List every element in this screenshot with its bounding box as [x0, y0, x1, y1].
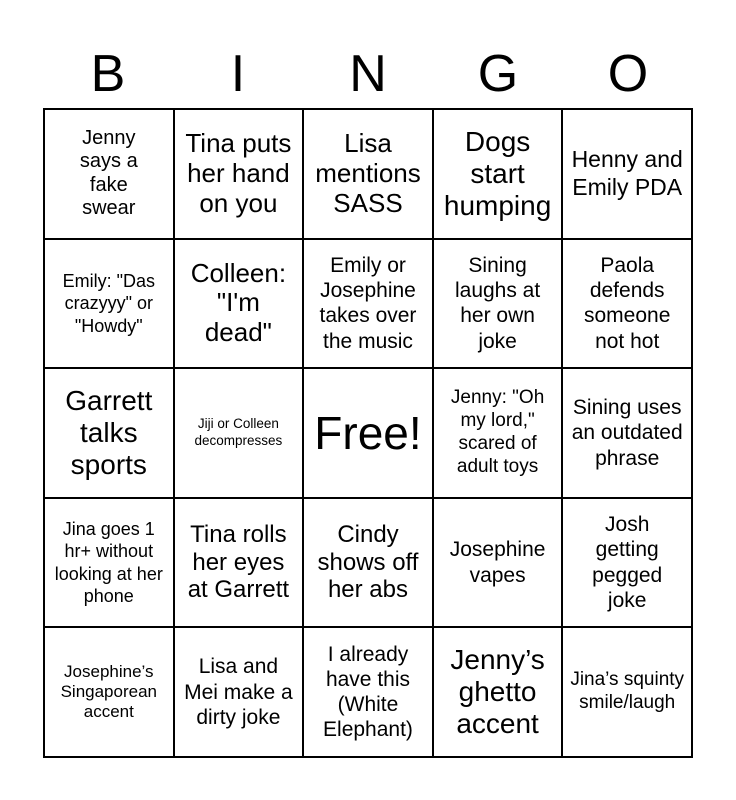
bingo-cell[interactable]	[433, 498, 563, 628]
bingo-cell[interactable]	[562, 498, 692, 628]
bingo-cell[interactable]	[433, 627, 563, 757]
cell-text: Sining uses an outdated phrase	[571, 396, 683, 470]
bingo-cell[interactable]	[303, 239, 433, 369]
bingo-cell[interactable]	[562, 109, 692, 239]
bingo-cell[interactable]	[562, 239, 692, 369]
header-letter-g: G	[477, 45, 519, 103]
bingo-cell[interactable]	[303, 109, 433, 239]
bingo-cell[interactable]	[44, 627, 174, 757]
bingo-cell[interactable]	[433, 368, 563, 498]
header-letter-n: N	[349, 45, 387, 103]
cell-text: Emily or Josephine takes over the music	[319, 254, 417, 353]
bingo-cell[interactable]	[44, 239, 174, 369]
cell-text: Jenny says a fake swear	[79, 126, 138, 220]
free-space[interactable]	[303, 368, 433, 498]
header-letter-o: O	[607, 45, 649, 103]
cell-text: Emily: "Das crazyyy" or "Howdy"	[62, 270, 155, 336]
cell-text: Garrett talks sports	[65, 384, 153, 481]
cell-text: Lisa mentions SASS	[315, 127, 421, 218]
bingo-cell[interactable]	[562, 368, 692, 498]
bingo-cell[interactable]	[433, 109, 563, 239]
bingo-cell[interactable]	[303, 627, 433, 757]
cell-text: Josephine vapes	[449, 538, 546, 587]
cell-text: Cindy shows off her abs	[317, 521, 419, 604]
cell-text: Josephine’s Singaporean accent	[60, 662, 157, 722]
bingo-cell[interactable]	[174, 109, 304, 239]
bingo-cell[interactable]	[44, 498, 174, 628]
cell-text: I already have this (White Elephant)	[323, 642, 413, 742]
cell-text: Paola defends someone not hot	[584, 254, 671, 353]
cell-text: Lisa and Mei make a dirty joke	[184, 655, 293, 729]
bingo-cell[interactable]	[174, 627, 304, 757]
bingo-card	[43, 108, 693, 758]
bingo-cell[interactable]	[44, 368, 174, 498]
header-letter-i: I	[230, 45, 246, 103]
cell-text: Tina puts her hand on you	[185, 127, 292, 218]
cell-text: Henny and Emily PDA	[571, 146, 683, 200]
bingo-cell[interactable]	[44, 109, 174, 239]
bingo-cell[interactable]	[562, 627, 692, 757]
bingo-header	[43, 40, 693, 108]
cell-text: Jina goes 1 hr+ without looking at her phone	[54, 518, 163, 607]
header-letter-b: B	[90, 45, 126, 103]
cell-text: Jiji or Colleen decompresses	[194, 416, 283, 448]
cell-text: Dogs start humping	[443, 125, 552, 221]
bingo-cell[interactable]	[174, 368, 304, 498]
bingo-cell[interactable]	[174, 498, 304, 628]
cell-text: Tina rolls her eyes at Garrett	[187, 521, 290, 604]
bingo-cell[interactable]	[174, 239, 304, 369]
cell-text: Jenny’s ghetto accent	[450, 643, 545, 740]
cell-text: Free!	[314, 406, 422, 459]
bingo-cell[interactable]	[303, 498, 433, 628]
cell-text: Jenny: "Oh my lord," scared of adult toys	[450, 387, 545, 477]
cell-text: Colleen: "I'm dead"	[190, 257, 287, 348]
cell-text: Jina’s squinty smile/laugh	[570, 669, 685, 714]
cell-text: Josh getting pegged joke	[592, 513, 663, 612]
bingo-cell[interactable]	[433, 239, 563, 369]
cell-text: Sining laughs at her own joke	[454, 254, 541, 353]
